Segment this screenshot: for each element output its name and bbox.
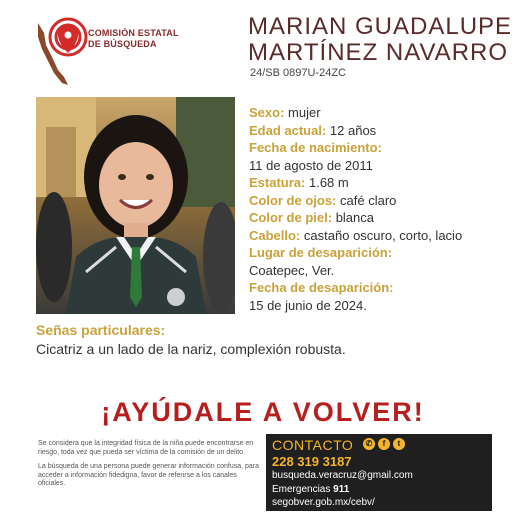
- contact-box: [266, 434, 492, 511]
- name-line2: MARTÍNEZ NAVARRO: [248, 39, 509, 66]
- row-estatura: [249, 174, 519, 192]
- emergencias-number[interactable]: 911: [333, 484, 350, 495]
- contact-email[interactable]: busqueda.veracruz@gmail.com: [272, 470, 413, 481]
- row-piel: [249, 209, 519, 227]
- social-icons: [363, 438, 405, 450]
- value-nacimiento: 11 de agosto de 2011: [249, 157, 373, 173]
- row-sexo: [249, 104, 519, 122]
- emergencias-label: Emergencias: [272, 484, 331, 495]
- call-to-action: ¡AYÚDALE A VOLVER!: [101, 397, 425, 427]
- label-sexo: Sexo:: [249, 105, 285, 120]
- logo-text: [88, 28, 179, 50]
- contact-web[interactable]: segobver.gob.mx/cebv/: [272, 497, 375, 508]
- row-cabello: [249, 227, 519, 245]
- value-sexo: mujer: [288, 105, 321, 120]
- logo: [30, 15, 190, 95]
- contact-heading: CONTACTO: [272, 437, 354, 453]
- value-edad: 12 años: [329, 122, 377, 138]
- facebook-icon[interactable]: f: [378, 438, 390, 450]
- value-lugar: Coatepec, Ver.: [249, 262, 335, 278]
- label-ojos: Color de ojos:: [249, 192, 337, 208]
- row-edad: [249, 122, 519, 140]
- contact-phone[interactable]: 228 319 3187: [272, 454, 352, 469]
- label-piel: Color de piel:: [249, 210, 333, 225]
- row-nacimiento-value: [249, 157, 519, 175]
- label-estatura: Estatura:: [249, 175, 306, 190]
- row-lugar-label: [249, 244, 519, 262]
- label-cabello: Cabello:: [249, 227, 301, 243]
- label-edad: Edad actual:: [249, 122, 327, 138]
- value-estatura: 1.68 m: [308, 175, 349, 190]
- person-name: [248, 14, 512, 66]
- phone-icon[interactable]: ✆: [363, 438, 375, 450]
- case-id: 24/SB 0897U-24ZC: [250, 67, 346, 79]
- disclaimer-p1: Se considera que la integridad física de la niña puede encontrarse en riesgo, toda vez que pueda ser víctima de la comisión de un delito.: [38, 440, 254, 456]
- location-pin-icon: [30, 15, 90, 90]
- senas-text: Cicatriz a un lado de la nariz, complexión robusta.: [36, 341, 346, 357]
- row-fecha-value: [249, 297, 519, 315]
- row-nacimiento-label: [249, 139, 519, 157]
- value-fecha: 15 de junio de 2024.: [249, 297, 367, 313]
- label-fecha: Fecha de desaparición:: [249, 280, 394, 295]
- contact-emergencias: [272, 484, 349, 495]
- value-ojos: café claro: [340, 192, 397, 208]
- logo-line2: DE BÚSQUEDA: [88, 39, 157, 49]
- row-ojos: [249, 192, 519, 210]
- label-lugar: Lugar de desaparición:: [249, 245, 393, 260]
- row-fecha-label: [249, 279, 519, 297]
- label-nacimiento: Fecha de nacimiento:: [249, 140, 382, 155]
- person-details: [249, 104, 519, 314]
- person-photo: [36, 97, 235, 314]
- row-lugar-value: [249, 262, 519, 280]
- value-cabello: castaño oscuro, corto, lacio: [303, 227, 463, 243]
- logo-line1: COMISIÓN ESTATAL: [88, 28, 179, 38]
- disclaimer-p2: La búsqueda de una persona puede generar información confusa, para acceder a información fidedigna, favor de referirse a los canales oficiales.: [38, 463, 260, 487]
- senas-label: Señas particulares:: [36, 322, 166, 338]
- disclaimer: [38, 440, 260, 495]
- twitter-icon[interactable]: t: [393, 438, 405, 450]
- name-line1: MARIAN GUADALUPE: [248, 13, 513, 40]
- value-piel: blanca: [335, 210, 374, 225]
